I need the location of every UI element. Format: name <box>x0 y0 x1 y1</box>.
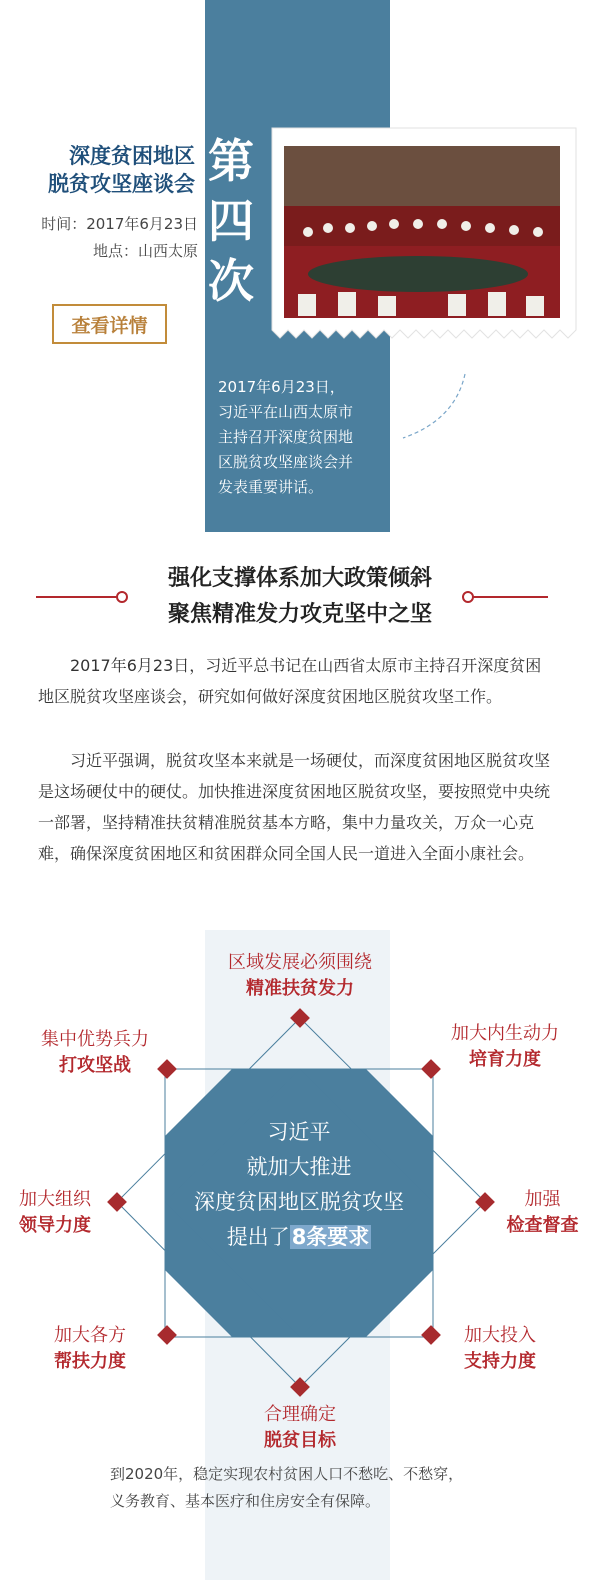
label-bottom-right-line2: 支持力度 <box>464 1351 536 1372</box>
photo-caption-line: 发表重要讲话。 <box>218 478 324 496</box>
label-left <box>5 1187 105 1239</box>
center-line2: 就加大推进 <box>246 1155 352 1179</box>
photo-caption-line: 习近平在山西太原市 <box>218 403 354 421</box>
paragraph-2: 习近平强调，脱贫攻坚本来就是一场硬仗，而深度贫困地区脱贫攻坚是这场硬仗中的硬仗。加快推进深度贫困地区脱贫攻坚，要按照党中央统一部署，坚持精准扶贫精准脱贫基本方略，集中力量攻关，万众一心克难，确保深度贫困地区和贫困群众同全国人民一道进入全面小康社会。 <box>38 751 551 863</box>
label-top-right-line1: 加大内生动力 <box>451 1023 559 1044</box>
meeting-time: 时间：2017年6月23日 <box>41 215 198 233</box>
bottom-note <box>110 1461 570 1515</box>
label-bottom-line2: 脱贫目标 <box>264 1430 336 1451</box>
label-top-line1: 区域发展必须围绕 <box>228 952 372 973</box>
section-subtitle-line2: 聚焦精准发力攻克坚中之坚 <box>167 601 432 627</box>
label-bottom-right <box>440 1323 560 1375</box>
meeting-place: 地点：山西太原 <box>92 242 198 260</box>
center-line4-prefix: 提出了 <box>226 1225 290 1249</box>
label-top-left-line1: 集中优势兵力 <box>41 1029 149 1050</box>
label-left-line2: 领导力度 <box>19 1215 91 1236</box>
paragraph-1: 2017年6月23日，习近平总书记在山西省太原市主持召开深度贫困地区脱贫攻坚座谈会，研究如何做好深度贫困地区脱贫攻坚工作。 <box>38 656 542 706</box>
ordinal-char-1: 第 <box>208 134 254 188</box>
label-bottom-left-line2: 帮扶力度 <box>54 1351 126 1372</box>
diagram-center-text <box>165 1115 433 1255</box>
label-top-right-line2: 培育力度 <box>469 1049 541 1070</box>
label-right-line1: 加强 <box>524 1189 561 1210</box>
label-top-right <box>430 1021 580 1073</box>
photo-caption <box>218 375 388 500</box>
bottom-note-line1: 到2020年，稳定实现农村贫困人口不愁吃、不愁穿， <box>110 1465 464 1483</box>
meeting-photo <box>284 146 560 318</box>
center-line4 <box>165 1220 433 1255</box>
ordinal-char-2: 四 <box>208 194 254 248</box>
label-right <box>495 1187 590 1239</box>
ordinal-char-3: 次 <box>208 254 254 308</box>
bottom-note-line2: 义务教育、基本医疗和住房安全有保障。 <box>110 1492 381 1510</box>
photo-frame <box>268 124 580 366</box>
label-top-line2: 精准扶贫发力 <box>246 978 354 999</box>
section-subtitle <box>0 560 600 632</box>
label-top-left-line2: 打攻坚战 <box>59 1055 131 1076</box>
photo-caption-line: 区脱贫攻坚座谈会并 <box>218 453 354 471</box>
label-top-left <box>20 1027 170 1079</box>
label-top <box>180 950 420 1002</box>
photo-caption-line: 2017年6月23日， <box>218 378 345 396</box>
meeting-title-line2: 脱贫攻坚座谈会 <box>48 171 195 196</box>
label-bottom-line1: 合理确定 <box>264 1404 336 1425</box>
photo-caption-line: 主持召开深度贫困地 <box>218 428 354 446</box>
meeting-title-line1: 深度贫困地区 <box>69 143 195 168</box>
label-bottom-left <box>30 1323 150 1375</box>
center-highlight: 8条要求 <box>291 1225 370 1249</box>
dashed-curve-decoration <box>395 370 475 450</box>
label-bottom-left-line1: 加大各方 <box>54 1325 126 1346</box>
view-details-button[interactable]: 查看详情 <box>52 304 167 344</box>
section-subtitle-line1: 强化支撑体系加大政策倾斜 <box>167 565 432 591</box>
center-line3: 深度贫困地区脱贫攻坚 <box>194 1190 404 1214</box>
label-bottom-right-line1: 加大投入 <box>464 1325 536 1346</box>
meeting-title <box>10 142 195 198</box>
label-left-line1: 加大组织 <box>19 1189 91 1210</box>
label-bottom <box>220 1402 380 1454</box>
center-line1: 习近平 <box>267 1120 331 1144</box>
label-right-line2: 检查督查 <box>506 1215 579 1236</box>
